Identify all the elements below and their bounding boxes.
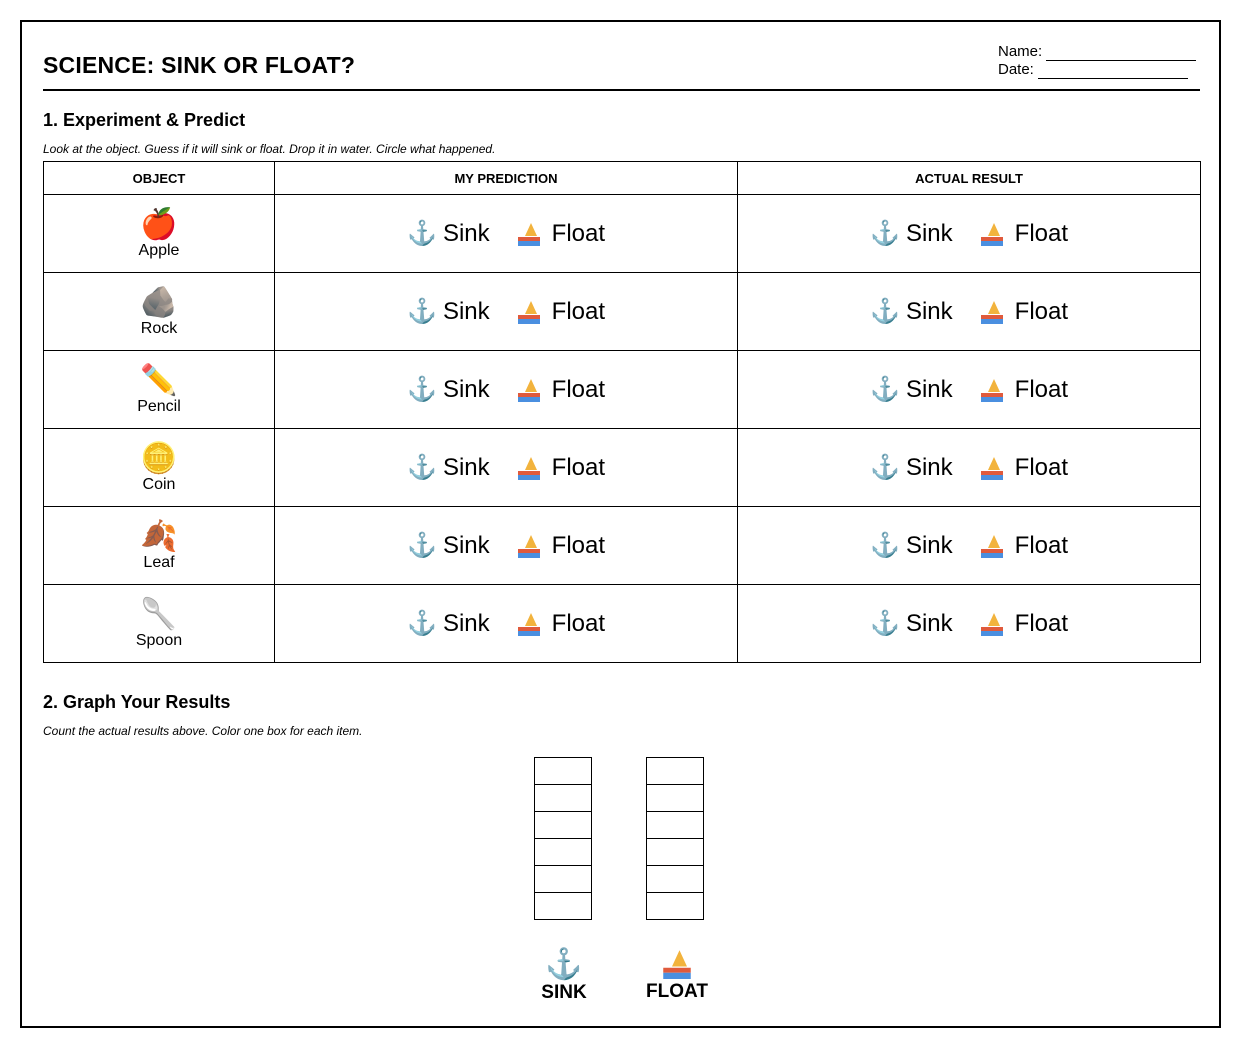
float-text: Float <box>1014 375 1069 403</box>
section2-instructions: Count the actual results above. Color one box for each item. <box>43 724 363 738</box>
sailboat-icon <box>979 611 1005 637</box>
section1-heading: 1. Experiment & Predict <box>43 110 246 130</box>
result-float-option[interactable] <box>979 454 1068 482</box>
prediction-float-option[interactable] <box>516 532 605 560</box>
leaf-icon: 🍂 <box>140 519 178 553</box>
float-text: Float <box>551 219 606 247</box>
graph-box[interactable] <box>646 811 704 839</box>
graph-box[interactable] <box>534 784 592 812</box>
object-name: Leaf <box>143 553 175 571</box>
float-text: Float <box>1014 297 1069 325</box>
spoon-icon: 🥄 <box>140 597 178 631</box>
prediction-cell <box>275 507 738 585</box>
anchor-icon: ⚓ <box>869 532 900 559</box>
result-sink-option[interactable] <box>870 219 953 248</box>
sailboat-icon <box>516 299 542 325</box>
section1-instructions: Look at the object. Guess if it will sink or float. Drop it in water. Circle what happened. <box>43 142 496 156</box>
anchor-icon: ⚓ <box>869 610 900 637</box>
sailboat-icon <box>516 377 542 403</box>
object-name: Pencil <box>137 397 181 415</box>
table-row <box>44 429 1201 507</box>
sink-graph-label <box>534 947 594 1004</box>
page-title: SCIENCE: SINK OR FLOAT? <box>43 52 356 78</box>
sailboat-icon <box>661 948 694 981</box>
sink-text: Sink <box>905 297 953 325</box>
graph-box[interactable] <box>646 865 704 893</box>
sink-text: Sink <box>905 453 953 481</box>
float-graph-label <box>642 947 712 1003</box>
object-name: Rock <box>140 319 178 337</box>
sink-text: Sink <box>905 219 953 247</box>
prediction-float-option[interactable] <box>516 454 605 482</box>
prediction-sink-option[interactable] <box>407 609 490 638</box>
object-cell <box>44 507 275 585</box>
float-text: Float <box>551 609 606 637</box>
prediction-cell <box>275 195 738 273</box>
prediction-float-option[interactable] <box>516 298 605 326</box>
result-sink-option[interactable] <box>870 609 953 638</box>
anchor-icon: ⚓ <box>406 610 437 637</box>
object-name: Coin <box>142 475 176 493</box>
result-cell <box>738 585 1201 663</box>
sink-text: Sink <box>442 219 490 247</box>
table-row <box>44 507 1201 585</box>
sailboat-icon <box>979 533 1005 559</box>
prediction-sink-option[interactable] <box>407 531 490 560</box>
object-name: Apple <box>138 241 180 259</box>
prediction-sink-option[interactable] <box>407 453 490 482</box>
rock-icon: 🪨 <box>140 285 178 319</box>
graph-box[interactable] <box>534 865 592 893</box>
prediction-float-option[interactable] <box>516 220 605 248</box>
name-label: Name: <box>998 43 1043 60</box>
object-cell <box>44 195 275 273</box>
anchor-icon: ⚓ <box>869 376 900 403</box>
anchor-icon: ⚓ <box>406 220 437 247</box>
sink-text: Sink <box>442 609 490 637</box>
section2-heading: 2. Graph Your Results <box>43 692 231 712</box>
graph-box[interactable] <box>646 784 704 812</box>
object-cell <box>44 351 275 429</box>
prediction-cell <box>275 429 738 507</box>
table-row <box>44 273 1201 351</box>
graph-box[interactable] <box>646 757 704 785</box>
result-sink-option[interactable] <box>870 375 953 404</box>
column-header-prediction: MY PREDICTION <box>275 162 738 195</box>
graph-box[interactable] <box>534 757 592 785</box>
prediction-float-option[interactable] <box>516 376 605 404</box>
sink-text: Sink <box>905 531 953 559</box>
table-row <box>44 351 1201 429</box>
prediction-sink-option[interactable] <box>407 297 490 326</box>
sailboat-icon <box>979 377 1005 403</box>
anchor-icon: ⚓ <box>406 376 437 403</box>
anchor-icon: ⚓ <box>406 454 437 481</box>
column-header-result: ACTUAL RESULT <box>738 162 1201 195</box>
object-name: Spoon <box>135 631 183 649</box>
result-cell <box>738 195 1201 273</box>
prediction-cell <box>275 273 738 351</box>
anchor-icon: ⚓ <box>869 220 900 247</box>
prediction-cell <box>275 585 738 663</box>
float-text: Float <box>551 297 606 325</box>
name-date-fields <box>998 43 1196 79</box>
object-cell <box>44 585 275 663</box>
pencil-icon: ✏️ <box>140 363 178 397</box>
result-float-option[interactable] <box>979 376 1068 404</box>
graph-box[interactable] <box>646 838 704 866</box>
result-cell <box>738 429 1201 507</box>
name-field[interactable] <box>1046 47 1196 61</box>
sink-text: Sink <box>442 375 490 403</box>
result-float-option[interactable] <box>979 532 1068 560</box>
float-text: Float <box>1014 531 1069 559</box>
coin-icon: 🪙 <box>140 441 178 475</box>
float-label-text: FLOAT <box>646 981 708 1002</box>
graph-box[interactable] <box>534 892 592 920</box>
anchor-icon: ⚓ <box>406 532 437 559</box>
object-cell <box>44 429 275 507</box>
sailboat-icon <box>979 221 1005 247</box>
sink-text: Sink <box>442 453 490 481</box>
worksheet-page <box>20 20 1221 1028</box>
header-divider <box>43 89 1200 91</box>
sailboat-icon <box>516 611 542 637</box>
graph-box[interactable] <box>646 892 704 920</box>
sink-text: Sink <box>442 531 490 559</box>
table-row <box>44 585 1201 663</box>
graph-box[interactable] <box>534 811 592 839</box>
anchor-icon: ⚓ <box>545 948 583 981</box>
sailboat-icon <box>979 455 1005 481</box>
result-sink-option[interactable] <box>870 453 953 482</box>
float-text: Float <box>1014 609 1069 637</box>
column-header-object: OBJECT <box>44 162 275 195</box>
sailboat-icon <box>516 221 542 247</box>
sink-graph-column <box>534 758 592 920</box>
sailboat-icon <box>516 455 542 481</box>
table-row <box>44 195 1201 273</box>
result-sink-option[interactable] <box>870 531 953 560</box>
result-cell <box>738 273 1201 351</box>
result-float-option[interactable] <box>979 610 1068 638</box>
float-text: Float <box>551 375 606 403</box>
anchor-icon: ⚓ <box>406 298 437 325</box>
sink-text: Sink <box>905 609 953 637</box>
experiment-table <box>43 161 1201 663</box>
result-cell <box>738 351 1201 429</box>
anchor-icon: ⚓ <box>869 454 900 481</box>
sailboat-icon <box>516 533 542 559</box>
result-sink-option[interactable] <box>870 297 953 326</box>
apple-icon: 🍎 <box>140 207 178 241</box>
float-text: Float <box>551 531 606 559</box>
sink-text: Sink <box>442 297 490 325</box>
prediction-cell <box>275 351 738 429</box>
anchor-icon: ⚓ <box>869 298 900 325</box>
graph-box[interactable] <box>534 838 592 866</box>
result-float-option[interactable] <box>979 220 1068 248</box>
float-text: Float <box>551 453 606 481</box>
object-cell <box>44 273 275 351</box>
float-graph-column <box>646 758 704 920</box>
result-cell <box>738 507 1201 585</box>
date-label: Date: <box>998 61 1034 78</box>
prediction-float-option[interactable] <box>516 610 605 638</box>
sink-text: Sink <box>905 375 953 403</box>
result-float-option[interactable] <box>979 298 1068 326</box>
prediction-sink-option[interactable] <box>407 375 490 404</box>
sailboat-icon <box>979 299 1005 325</box>
float-text: Float <box>1014 219 1069 247</box>
prediction-sink-option[interactable] <box>407 219 490 248</box>
float-text: Float <box>1014 453 1069 481</box>
sink-label-text: SINK <box>541 982 587 1003</box>
date-field[interactable] <box>1038 65 1188 79</box>
